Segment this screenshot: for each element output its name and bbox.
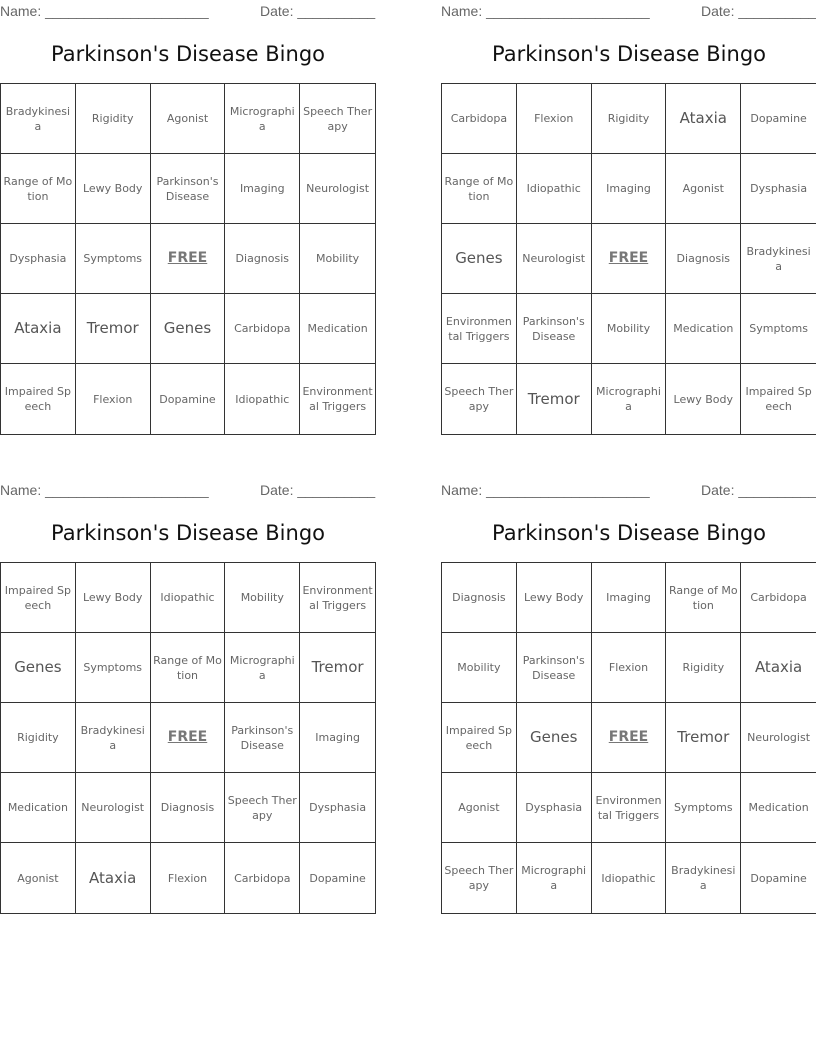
bingo-cell: Medication bbox=[666, 294, 741, 364]
date-field-label: Date: __________ bbox=[701, 3, 816, 19]
bingo-cell: Tremor bbox=[76, 294, 151, 364]
bingo-cell: Lewy Body bbox=[76, 563, 151, 633]
bingo-cell: Genes bbox=[1, 633, 76, 703]
bingo-cell: Genes bbox=[517, 703, 592, 773]
bingo-cell: Mobility bbox=[300, 224, 375, 294]
bingo-cell: Environmental Triggers bbox=[592, 773, 667, 843]
date-field-label: Date: __________ bbox=[701, 482, 816, 498]
bingo-cell: Speech Therapy bbox=[442, 364, 517, 434]
bingo-cell: Idiopathic bbox=[151, 563, 226, 633]
bingo-cell: Dopamine bbox=[151, 364, 226, 434]
bingo-cell: Carbidopa bbox=[225, 294, 300, 364]
bingo-cell: Tremor bbox=[666, 703, 741, 773]
bingo-cell: Ataxia bbox=[1, 294, 76, 364]
bingo-cell: Ataxia bbox=[76, 843, 151, 913]
bingo-cell: Flexion bbox=[76, 364, 151, 434]
bingo-cell: Symptoms bbox=[76, 224, 151, 294]
bingo-cell: Diagnosis bbox=[442, 563, 517, 633]
bingo-cell: Lewy Body bbox=[76, 154, 151, 224]
bingo-cell: Medication bbox=[300, 294, 375, 364]
bingo-cell: Neurologist bbox=[517, 224, 592, 294]
bingo-cell: Parkinson's Disease bbox=[517, 633, 592, 703]
bingo-cell: Medication bbox=[1, 773, 76, 843]
bingo-cell: Idiopathic bbox=[517, 154, 592, 224]
free-space: FREE bbox=[592, 703, 667, 773]
bingo-cell: Range of Motion bbox=[151, 633, 226, 703]
bingo-cell: Range of Motion bbox=[442, 154, 517, 224]
bingo-cell: Impaired Speech bbox=[1, 563, 76, 633]
bingo-cell: Range of Motion bbox=[666, 563, 741, 633]
bingo-cell: Agonist bbox=[666, 154, 741, 224]
bingo-cell: Bradykinesia bbox=[666, 843, 741, 913]
date-field-label: Date: __________ bbox=[260, 3, 376, 19]
bingo-cell: Dopamine bbox=[741, 84, 816, 154]
date-field-label: Date: __________ bbox=[260, 482, 376, 498]
card-title: Parkinson's Disease Bingo bbox=[50, 521, 325, 545]
bingo-cell: Imaging bbox=[225, 154, 300, 224]
name-field-label: Name: _____________________ bbox=[0, 3, 209, 19]
bingo-cell: Impaired Speech bbox=[745, 385, 812, 413]
bingo-cell: Symptoms bbox=[76, 633, 151, 703]
bingo-cell: Agonist bbox=[442, 773, 517, 843]
bingo-cell: Flexion bbox=[592, 633, 667, 703]
bingo-cell: Parkinson's Disease bbox=[517, 294, 592, 364]
bingo-cell: Speech Therapy bbox=[225, 773, 300, 843]
bingo-cell: Idiopathic bbox=[592, 843, 667, 913]
bingo-cell: Parkinson's Disease bbox=[225, 703, 300, 773]
bingo-cell: Micrographia bbox=[225, 633, 300, 703]
bingo-cell: Flexion bbox=[517, 84, 592, 154]
bingo-cell: Symptoms bbox=[666, 773, 741, 843]
bingo-cell: Rigidity bbox=[666, 633, 741, 703]
bingo-cell: Diagnosis bbox=[666, 224, 741, 294]
bingo-card-2 bbox=[441, 0, 816, 440]
bingo-cell: Tremor bbox=[517, 364, 592, 434]
bingo-grid bbox=[441, 562, 816, 914]
bingo-card-4 bbox=[441, 479, 816, 919]
name-field-label: Name: _____________________ bbox=[441, 482, 650, 498]
bingo-grid bbox=[0, 83, 376, 435]
bingo-cell: Bradykinesia bbox=[1, 84, 76, 154]
bingo-cell: Genes bbox=[442, 224, 517, 294]
bingo-cell: Carbidopa bbox=[442, 84, 517, 154]
card-header bbox=[441, 3, 816, 19]
card-title: Parkinson's Disease Bingo bbox=[50, 42, 325, 66]
bingo-cell: Impaired Speech bbox=[1, 364, 76, 434]
bingo-cell: Ataxia bbox=[741, 633, 816, 703]
bingo-cell: Lewy Body bbox=[517, 563, 592, 633]
bingo-cell: Ataxia bbox=[666, 84, 741, 154]
bingo-cell: Bradykinesia bbox=[741, 224, 816, 294]
free-space: FREE bbox=[592, 224, 667, 294]
bingo-cell: Dysphasia bbox=[741, 154, 816, 224]
bingo-cell: Idiopathic bbox=[225, 364, 300, 434]
name-field-label: Name: _____________________ bbox=[441, 3, 650, 19]
bingo-cell: Dysphasia bbox=[300, 773, 375, 843]
card-header bbox=[0, 3, 376, 19]
bingo-cell: Environmental Triggers bbox=[442, 294, 517, 364]
bingo-cell: Mobility bbox=[225, 563, 300, 633]
bingo-cell: Carbidopa bbox=[225, 843, 300, 913]
bingo-cell: Rigidity bbox=[76, 84, 151, 154]
bingo-cell: Micrographia bbox=[592, 364, 667, 434]
bingo-cell: Lewy Body bbox=[666, 364, 741, 434]
bingo-cell: Neurologist bbox=[300, 154, 375, 224]
bingo-cell: Imaging bbox=[592, 154, 667, 224]
bingo-cell: Imaging bbox=[592, 563, 667, 633]
bingo-cell: Tremor bbox=[300, 633, 375, 703]
free-space: FREE bbox=[151, 703, 226, 773]
card-header bbox=[0, 482, 376, 498]
bingo-cell: Rigidity bbox=[1, 703, 76, 773]
bingo-cell: Dysphasia bbox=[517, 773, 592, 843]
bingo-cell: Imaging bbox=[300, 703, 375, 773]
bingo-grid bbox=[441, 83, 816, 435]
bingo-cell: Dysphasia bbox=[1, 224, 76, 294]
bingo-cell: Range of Motion bbox=[1, 154, 76, 224]
bingo-cell: Dopamine bbox=[309, 871, 366, 885]
bingo-card-1 bbox=[0, 0, 376, 440]
card-title: Parkinson's Disease Bingo bbox=[491, 42, 766, 66]
bingo-cell: Speech Therapy bbox=[300, 84, 375, 154]
bingo-cell: Dopamine bbox=[750, 871, 807, 885]
bingo-grid bbox=[0, 562, 376, 914]
bingo-cell: Flexion bbox=[151, 843, 226, 913]
bingo-cell: Diagnosis bbox=[225, 224, 300, 294]
bingo-cell: Speech Therapy bbox=[442, 843, 517, 913]
bingo-cell: Neurologist bbox=[76, 773, 151, 843]
bingo-cell: Carbidopa bbox=[741, 563, 816, 633]
bingo-cell: Agonist bbox=[1, 843, 76, 913]
free-space: FREE bbox=[151, 224, 226, 294]
bingo-cell: Agonist bbox=[151, 84, 226, 154]
bingo-cell: Impaired Speech bbox=[442, 703, 517, 773]
bingo-cell: Mobility bbox=[442, 633, 517, 703]
name-field-label: Name: _____________________ bbox=[0, 482, 209, 498]
bingo-cell: Genes bbox=[151, 294, 226, 364]
bingo-cell: Neurologist bbox=[741, 703, 816, 773]
bingo-cell: Environmental Triggers bbox=[300, 563, 375, 633]
bingo-cell: Bradykinesia bbox=[76, 703, 151, 773]
bingo-cell: Micrographia bbox=[517, 843, 592, 913]
bingo-cell: Parkinson's Disease bbox=[151, 154, 226, 224]
bingo-cell: Mobility bbox=[592, 294, 667, 364]
bingo-cell: Rigidity bbox=[592, 84, 667, 154]
bingo-cell: Symptoms bbox=[741, 294, 816, 364]
bingo-cell: Medication bbox=[741, 773, 816, 843]
bingo-cell: Environmental Triggers bbox=[302, 385, 373, 413]
card-header bbox=[441, 482, 816, 498]
bingo-card-3 bbox=[0, 479, 376, 919]
card-title: Parkinson's Disease Bingo bbox=[491, 521, 766, 545]
bingo-cell: Diagnosis bbox=[151, 773, 226, 843]
bingo-cell: Micrographia bbox=[225, 84, 300, 154]
